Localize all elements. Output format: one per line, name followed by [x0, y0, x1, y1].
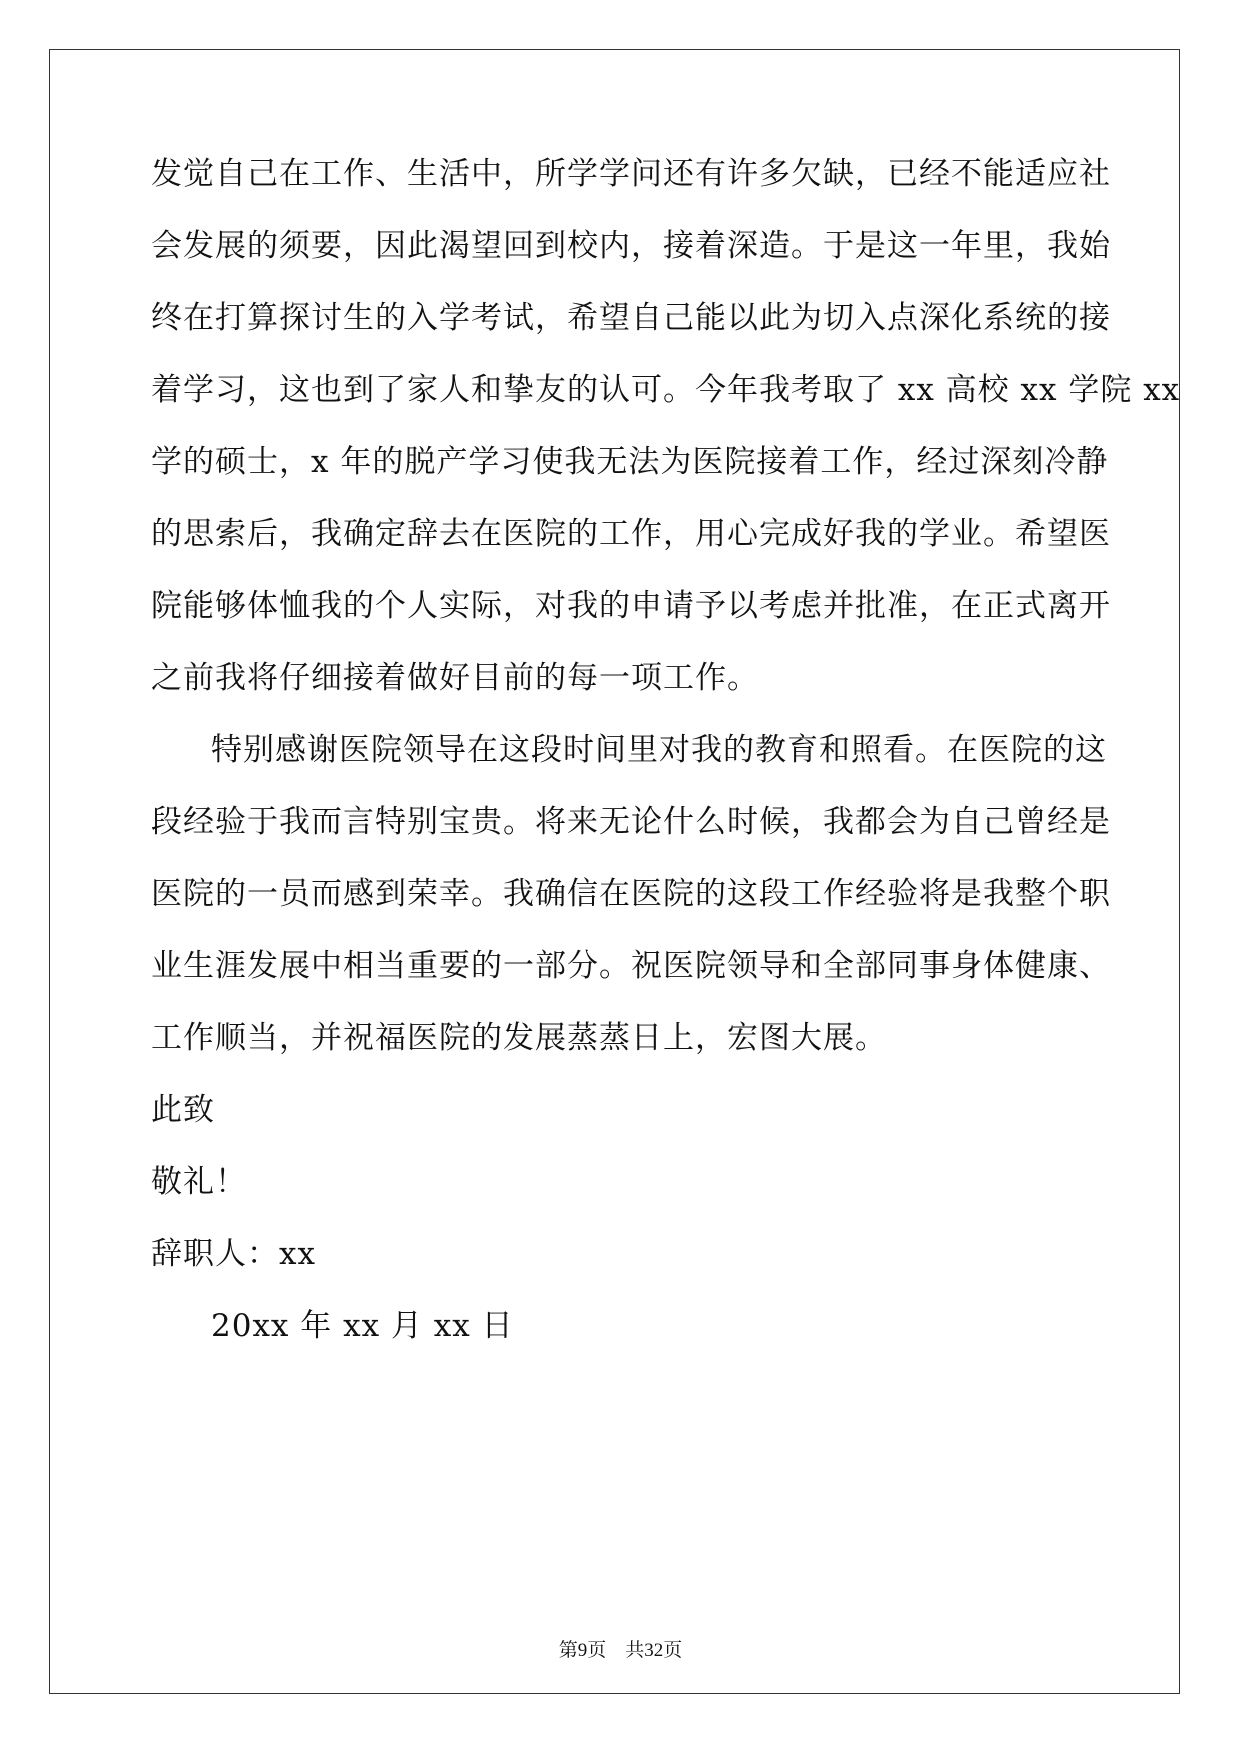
body-line-8: 之前我将仔细接着做好目前的每一项工作。	[151, 660, 759, 696]
closing-text: 此致	[151, 1092, 215, 1128]
body-line-3: 终在打算探讨生的入学考试，希望自己能以此为切入点深化系统的接	[151, 300, 1111, 336]
body-line-2: 会发展的须要，因此渴望回到校内，接着深造。于是这一年里，我始	[151, 228, 1111, 264]
page-footer	[0, 1638, 1241, 1663]
page-border	[49, 49, 1180, 1694]
signer-line: 辞职人：xx	[151, 1236, 316, 1272]
footer-page-mid: 页 共	[587, 1639, 645, 1661]
body-line-1: 发觉自己在工作、生活中，所学学问还有许多欠缺，已经不能适应社	[151, 156, 1111, 192]
footer-page-total: 32	[644, 1640, 664, 1661]
body-line-4: 着学习，这也到了家人和挚友的认可。今年我考取了 xx 高校 xx 学院 xx	[151, 372, 1181, 408]
body-line-7: 院能够体恤我的个人实际，对我的申请予以考虑并批准，在正式离开	[151, 588, 1111, 624]
footer-page-prefix: 第	[558, 1639, 578, 1661]
body-line-6: 的思索后，我确定辞去在医院的工作，用心完成好我的学业。希望医	[151, 516, 1111, 552]
body-line-5: 学的硕士，x 年的脱产学习使我无法为医院接着工作，经过深刻冷静	[151, 444, 1109, 480]
date-line: 20xx 年 xx 月 xx 日	[211, 1308, 514, 1344]
salute-text: 敬礼！	[151, 1164, 247, 1200]
footer-page-current: 9	[577, 1640, 588, 1661]
body-line-9: 特别感谢医院领导在这段时间里对我的教育和照看。在医院的这	[211, 732, 1107, 768]
body-line-13: 工作顺当，并祝福医院的发展蒸蒸日上，宏图大展。	[151, 1020, 887, 1056]
footer-page-suffix: 页	[663, 1639, 683, 1661]
body-line-11: 医院的一员而感到荣幸。我确信在医院的这段工作经验将是我整个职	[151, 876, 1111, 912]
body-line-12: 业生涯发展中相当重要的一部分。祝医院领导和全部同事身体健康、	[151, 948, 1111, 984]
body-line-10: 段经验于我而言特别宝贵。将来无论什么时候，我都会为自己曾经是	[151, 804, 1111, 840]
